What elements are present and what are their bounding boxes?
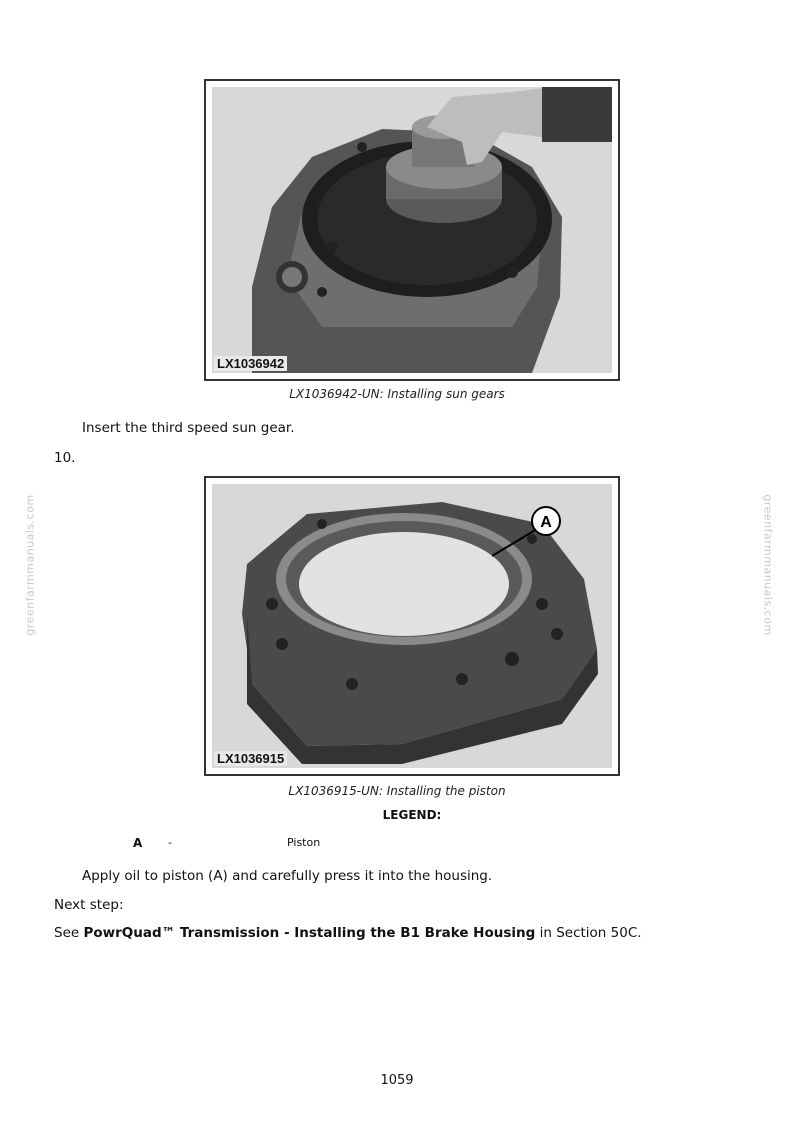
instruction-text: Apply oil to piston (A) and carefully press it into the housing. (82, 868, 493, 884)
next-step-label: Next step: (54, 897, 124, 913)
step-number: 10. (54, 450, 76, 466)
figure-sun-gears (204, 79, 620, 381)
figure-piston (204, 476, 620, 776)
callout-a: A (540, 514, 552, 531)
see-reference (54, 925, 642, 941)
watermark-right: greenfarmmanuals.com (761, 494, 775, 636)
step-text: Insert the third speed sun gear. (82, 420, 295, 436)
figure-label: LX1036942 (214, 356, 287, 371)
figure-label: LX1036915 (214, 751, 287, 766)
legend-key: A (133, 836, 143, 850)
see-prefix: See (54, 925, 84, 941)
reference-link[interactable]: PowrQuad™ Transmission - Installing the B1 Brake Housing (83, 925, 536, 941)
legend-value: Piston (287, 836, 321, 849)
figure-caption: LX1036915-UN: Installing the piston (288, 784, 506, 798)
figure-caption: LX1036942-UN: Installing sun gears (289, 387, 505, 401)
photo-sun-gears (212, 87, 612, 373)
page-number: 1059 (380, 1073, 414, 1088)
legend-title: LEGEND: (382, 808, 442, 822)
see-suffix: in Section 50C. (535, 925, 642, 941)
watermark-left: greenfarmmanuals.com (23, 494, 37, 636)
legend-dash: - (168, 836, 172, 849)
photo-piston (212, 484, 612, 768)
